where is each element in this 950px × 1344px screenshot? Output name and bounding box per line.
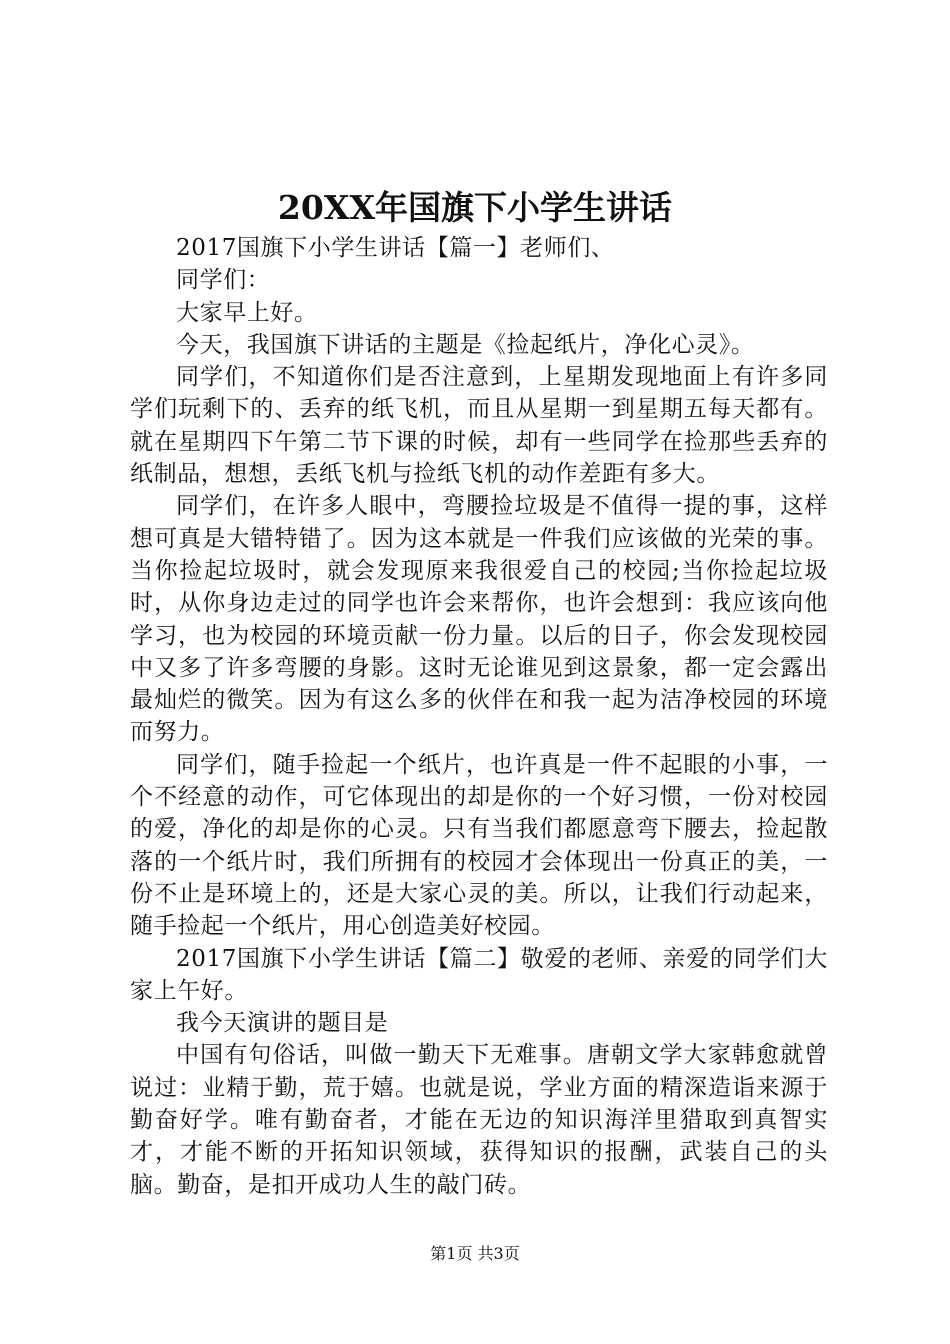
paragraph: 中国有句俗话，叫做一勤天下无难事。唐朝文学大家韩愈就曾说过：业精于勤，荒于嬉。也就是说，学业方面的精深造诣来源于勤奋好学。唯有勤奋者，才能在无边的知识海洋里猎取到真智实才，才能不断的开拓知识领域，获得知识的报酬，武装自己的头脑。勤奋，是扣开成功人生的敲门砖。 [130,1042,828,1198]
paragraph: 同学们，随手捡起一个纸片，也许真是一件不起眼的小事，一个不经意的动作，可它体现出的却是你的一个好习惯，一份对校园的爱，净化的却是你的心灵。只有当我们都愿意弯下腰去，捡起散落的一个纸片时，我们所拥有的校园才会体现出一份真正的美，一份不止是环境上的，还是大家心灵的美。所以，让我们行动起来，随手捡起一个纸片，用心创造美好校园。 [130,751,828,940]
page-footer: 第1页 共3页 [430,1244,520,1263]
paragraph: 大家早上好。 [176,299,318,326]
paragraph: 同学们，在许多人眼中，弯腰捡垃圾是不值得一提的事，这样想可真是大错特错了。因为这本就是一件我们应该做的光荣的事。当你捡起垃圾时，就会发现原来我很爱自己的校园;当你捡起垃圾时，从你身边走过的同学也许会来帮你，也许会想到：我应该向他学习，也为校园的环境贡献一份力量。以后的日子，你会发现校园中又多了许多弯腰的身影。这时无论谁见到这景象，都一定会露出最灿烂的微笑。因为有这么多的伙伴在和我一起为洁净校园的环境而努力。 [130,493,828,746]
paragraph: 我今天演讲的题目是 [176,1010,389,1037]
paragraph: 2017国旗下小学生讲话【篇二】敬爱的老师、亲爱的同学们大家上午好。 [130,945,828,1004]
paragraph: 2017国旗下小学生讲话【篇一】老师们、 [176,235,615,261]
paragraph: 今天，我国旗下讲话的主题是《捡起纸片，净化心灵》。 [176,331,755,358]
paragraph: 同学们，不知道你们是否注意到，上星期发现地面上有许多同学们玩剩下的、丢弃的纸飞机，而且从星期一到星期五每天都有。就在星期四下午第二节下课的时候，却有一些同学在捡那些丢弃的纸制品，想想，丢纸飞机与捡纸飞机的动作差距有多大。 [130,364,828,488]
document-title: 20XX年国旗下小学生讲话 [277,188,673,227]
document-body [130,232,828,1201]
paragraph: 同学们： [176,267,271,294]
